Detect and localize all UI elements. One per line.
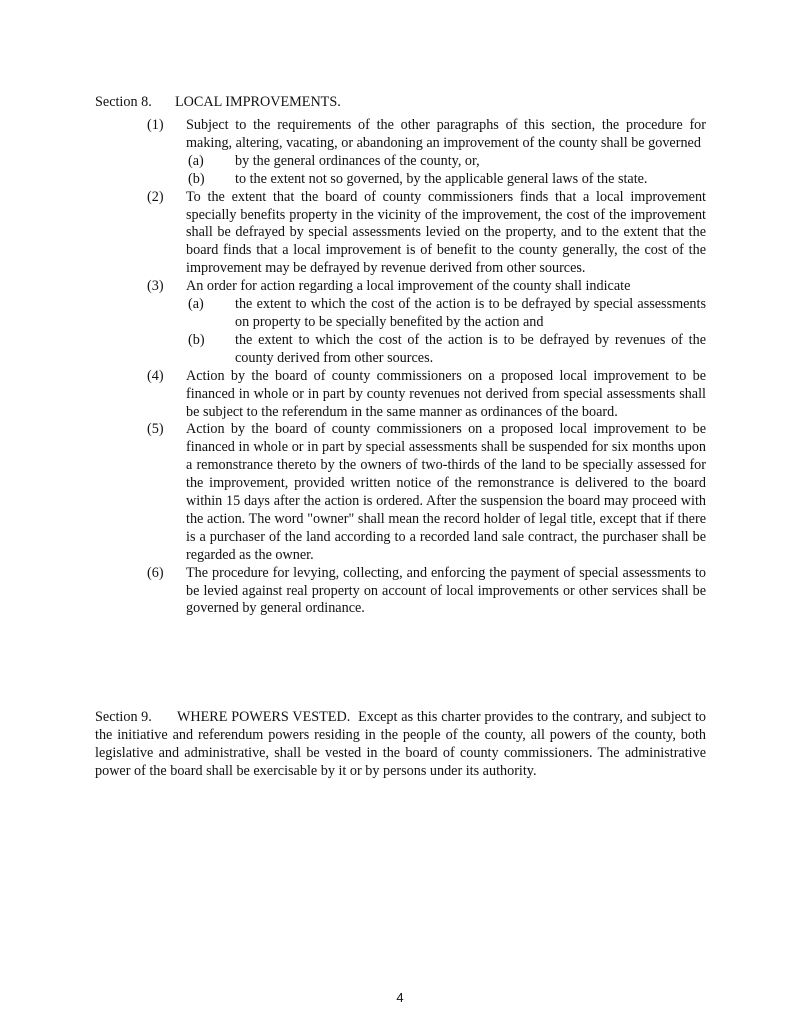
section-8-title: LOCAL IMPROVEMENTS. — [175, 94, 341, 110]
subparagraph-3a — [0, 296, 800, 332]
subparagraph-number: (b) — [188, 331, 205, 348]
subparagraph-number: (a) — [188, 296, 204, 313]
paragraph-text: An order for action regarding a local improvement of the county shall indicate — [186, 278, 631, 295]
paragraph-number: (1) — [147, 117, 164, 133]
paragraph-number: (5) — [147, 421, 164, 438]
paragraph-2 — [0, 189, 800, 279]
paragraph-5 — [0, 421, 800, 564]
paragraph-3 — [0, 278, 800, 368]
section-9-title: WHERE POWERS VESTED. — [177, 709, 351, 725]
subparagraph-1b — [0, 171, 800, 189]
subparagraph-number: (a) — [188, 152, 204, 169]
page-number: 4 — [396, 990, 404, 1005]
paragraph-number: (6) — [147, 564, 164, 581]
section-9-text: Except as this charter provides to the contrary, and subject to the initiative and referendum powers residing in the people of the county, all powers of the county, both legislative and administrative, shall be vested in the board of county commissioners. The administrative power of the board shall be exercisable by it or by persons under its authority. — [95, 709, 707, 779]
subparagraph-text: the extent to which the cost of the action is to be defrayed by special assessments on property to be specially benefited by the action and — [235, 296, 706, 330]
paragraph-1 — [0, 117, 800, 189]
section-8-heading — [95, 94, 715, 112]
section-8-number: Section 8. — [95, 94, 152, 110]
paragraph-number: (2) — [147, 188, 164, 205]
paragraph-text: Action by the board of county commissioners on a proposed local improvement to be financed in whole or in part by county revenues not derived from special assessments shall be subject to the referendum in the same manner as ordinances of the board. — [186, 367, 706, 420]
subparagraph-text: the extent to which the cost of the action is to be defrayed by revenues of the county derived from other sources. — [235, 331, 706, 366]
paragraph-6 — [0, 565, 800, 619]
paragraph-4 — [0, 368, 800, 422]
subparagraph-number: (b) — [188, 170, 205, 187]
paragraph-text: Action by the board of county commissioners on a proposed local improvement to be financed in whole or in part by special assessments shall be suspended for six months upon a remonstrance thereto by the owners of two-thirds of the land to be specially assessed for the improvement, provided written notice of the remonstrance is delivered to the board within 15 days after the action is ordered. After the suspension the board may proceed with the action. The word "owner" shall mean the record holder of legal title, except that if there is a purchaser of the land according to a recorded land sale contract, the purchaser shall be regarded as the owner. — [186, 421, 706, 563]
paragraph-text: To the extent that the board of county commissioners finds that a local improvement specially benefits property in the vicinity of the improvement, the cost of the improvement shall be defrayed by special assessments levied on the property, and to the extent that the board finds that a local improvement is of benefit to the county generally, the cost of the improvement may be defrayed by revenue derived from other sources. — [186, 188, 706, 277]
section-8-items — [0, 117, 800, 618]
paragraph-number: (3) — [147, 278, 164, 295]
subparagraph-1a — [0, 153, 800, 171]
subparagraph-text: to the extent not so governed, by the applicable general laws of the state. — [235, 170, 648, 187]
paragraph-text: The procedure for levying, collecting, and enforcing the payment of special assessments to be levied against real property on account of local improvements or other services shall be governed by general ordinance. — [186, 564, 706, 617]
paragraph-text: Subject to the requirements of the other paragraphs of this section, the procedure for making, altering, vacating, or abandoning an improvement of the county shall be governed — [186, 117, 706, 151]
subparagraph-text: by the general ordinances of the county, or, — [235, 152, 480, 169]
section-9-number: Section 9. — [95, 709, 152, 725]
subparagraph-3b — [0, 332, 800, 368]
section-9 — [95, 709, 706, 781]
paragraph-number: (4) — [147, 367, 164, 384]
